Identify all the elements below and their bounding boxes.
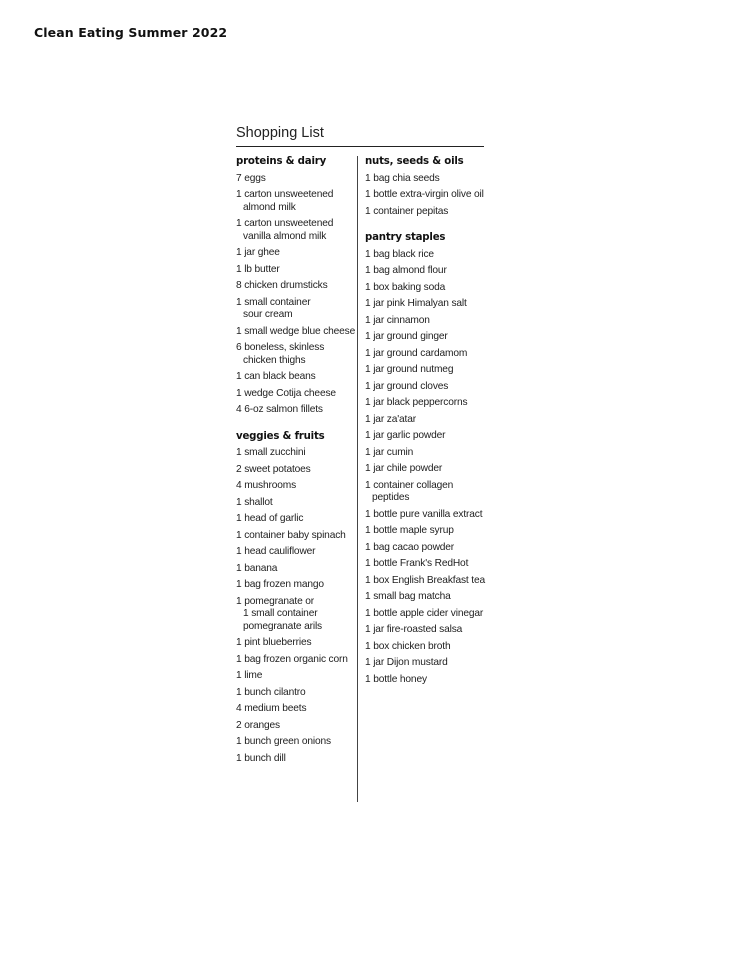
section-pantry-staples bbox=[365, 232, 486, 686]
list-item: 1 bunch green onions bbox=[236, 736, 331, 747]
list-item: 8 chicken drumsticks bbox=[236, 280, 328, 291]
list-columns bbox=[236, 156, 486, 802]
list-item: 1 small wedge blue cheese bbox=[236, 325, 356, 337]
list-item: 1 bag frozen mango bbox=[236, 579, 324, 590]
list-item: 1 bottle Frank's RedHot bbox=[365, 558, 469, 569]
section-heading: pantry staples bbox=[365, 232, 446, 243]
list-item: 7 eggs bbox=[236, 172, 266, 184]
section-veggies-fruits bbox=[236, 431, 357, 766]
list-item: 6 boneless, skinless chicken thighs bbox=[236, 342, 325, 366]
list-item: 1 jar ground cardamom bbox=[365, 347, 468, 359]
list-item: 1 bottle apple cider vinegar bbox=[365, 607, 484, 619]
list-item: 1 box English Breakfast tea bbox=[365, 574, 485, 586]
list-item: 1 bunch cilantro bbox=[236, 686, 306, 698]
list-item: 2 sweet potatoes bbox=[236, 463, 311, 475]
list-item: 1 carton unsweetened vanilla almond milk bbox=[236, 218, 334, 242]
list-item: 1 container pepitas bbox=[365, 205, 449, 217]
list-item: 1 jar ground ginger bbox=[365, 331, 448, 342]
list-item: 1 bottle maple syrup bbox=[365, 525, 454, 536]
list-item: 1 jar Dijon mustard bbox=[365, 657, 448, 668]
list-item: 1 bottle extra-virgin olive oil bbox=[365, 189, 484, 200]
running-head: Clean Eating Summer 2022 bbox=[34, 25, 228, 40]
list-item: 1 bag black rice bbox=[365, 248, 434, 260]
list-item: 1 jar black peppercorns bbox=[365, 397, 468, 408]
list-item: 1 banana bbox=[236, 562, 278, 574]
list-item: 1 bag frozen organic corn bbox=[236, 653, 348, 665]
section-heading: proteins & dairy bbox=[236, 156, 327, 167]
shopping-list bbox=[236, 124, 486, 802]
list-item: 1 jar za'atar bbox=[365, 413, 416, 425]
list-item: 4 6-oz salmon fillets bbox=[236, 404, 323, 415]
section-proteins-dairy bbox=[236, 156, 357, 417]
list-item: 1 pint blueberries bbox=[236, 637, 312, 648]
list-item: 1 jar garlic powder bbox=[365, 430, 446, 441]
section-nuts-seeds-oils bbox=[365, 156, 486, 218]
section-heading: veggies & fruits bbox=[236, 430, 325, 442]
list-item: 1 wedge Cotija cheese bbox=[236, 387, 336, 399]
list-item: 1 jar pink Himalyan salt bbox=[365, 298, 467, 309]
list-item: 1 container baby spinach bbox=[236, 529, 346, 541]
list-item: 1 jar cinnamon bbox=[365, 314, 430, 326]
list-item: 1 jar cumin bbox=[365, 446, 414, 458]
list-item: 1 bag chia seeds bbox=[365, 172, 440, 184]
list-item: 1 can black beans bbox=[236, 371, 316, 382]
left-column bbox=[236, 156, 358, 802]
list-item: 1 bag almond flour bbox=[365, 265, 447, 276]
list-item: 1 lime bbox=[236, 670, 263, 681]
list-item: 1 jar fire-roasted salsa bbox=[365, 624, 463, 635]
list-item: 1 shallot bbox=[236, 496, 273, 508]
list-item: 1 small bag matcha bbox=[365, 591, 451, 602]
list-item: 1 head cauliflower bbox=[236, 546, 316, 557]
right-column bbox=[358, 156, 486, 802]
list-item: 4 medium beets bbox=[236, 703, 307, 714]
list-item: 1 jar ground cloves bbox=[365, 380, 449, 392]
list-item: 1 bottle pure vanilla extract bbox=[365, 508, 483, 520]
list-item: 1 small zucchini bbox=[236, 447, 306, 458]
list-item: 2 oranges bbox=[236, 719, 280, 731]
list-item: 1 carton unsweetened almond milk bbox=[236, 189, 334, 213]
list-item: 1 jar ghee bbox=[236, 247, 280, 258]
list-item: 1 bunch dill bbox=[236, 752, 286, 764]
list-item: 1 head of garlic bbox=[236, 513, 304, 524]
list-item: 1 jar ground nutmeg bbox=[365, 364, 454, 375]
list-item: 1 small container sour cream bbox=[236, 296, 311, 320]
list-item: 1 jar chile powder bbox=[365, 463, 443, 474]
list-item: 1 pomegranate or 1 small container pomegranate arils bbox=[236, 595, 322, 632]
list-item: 1 container collagen peptides bbox=[365, 479, 454, 503]
list-item: 1 lb butter bbox=[236, 263, 280, 275]
list-item: 1 box chicken broth bbox=[365, 640, 451, 652]
list-item: 1 box baking soda bbox=[365, 281, 446, 293]
list-item: 1 bag cacao powder bbox=[365, 541, 455, 553]
section-heading: nuts, seeds & oils bbox=[365, 156, 464, 167]
list-item: 1 bottle honey bbox=[365, 673, 427, 685]
list-title: Shopping List bbox=[236, 124, 484, 147]
list-item: 4 mushrooms bbox=[236, 480, 297, 491]
